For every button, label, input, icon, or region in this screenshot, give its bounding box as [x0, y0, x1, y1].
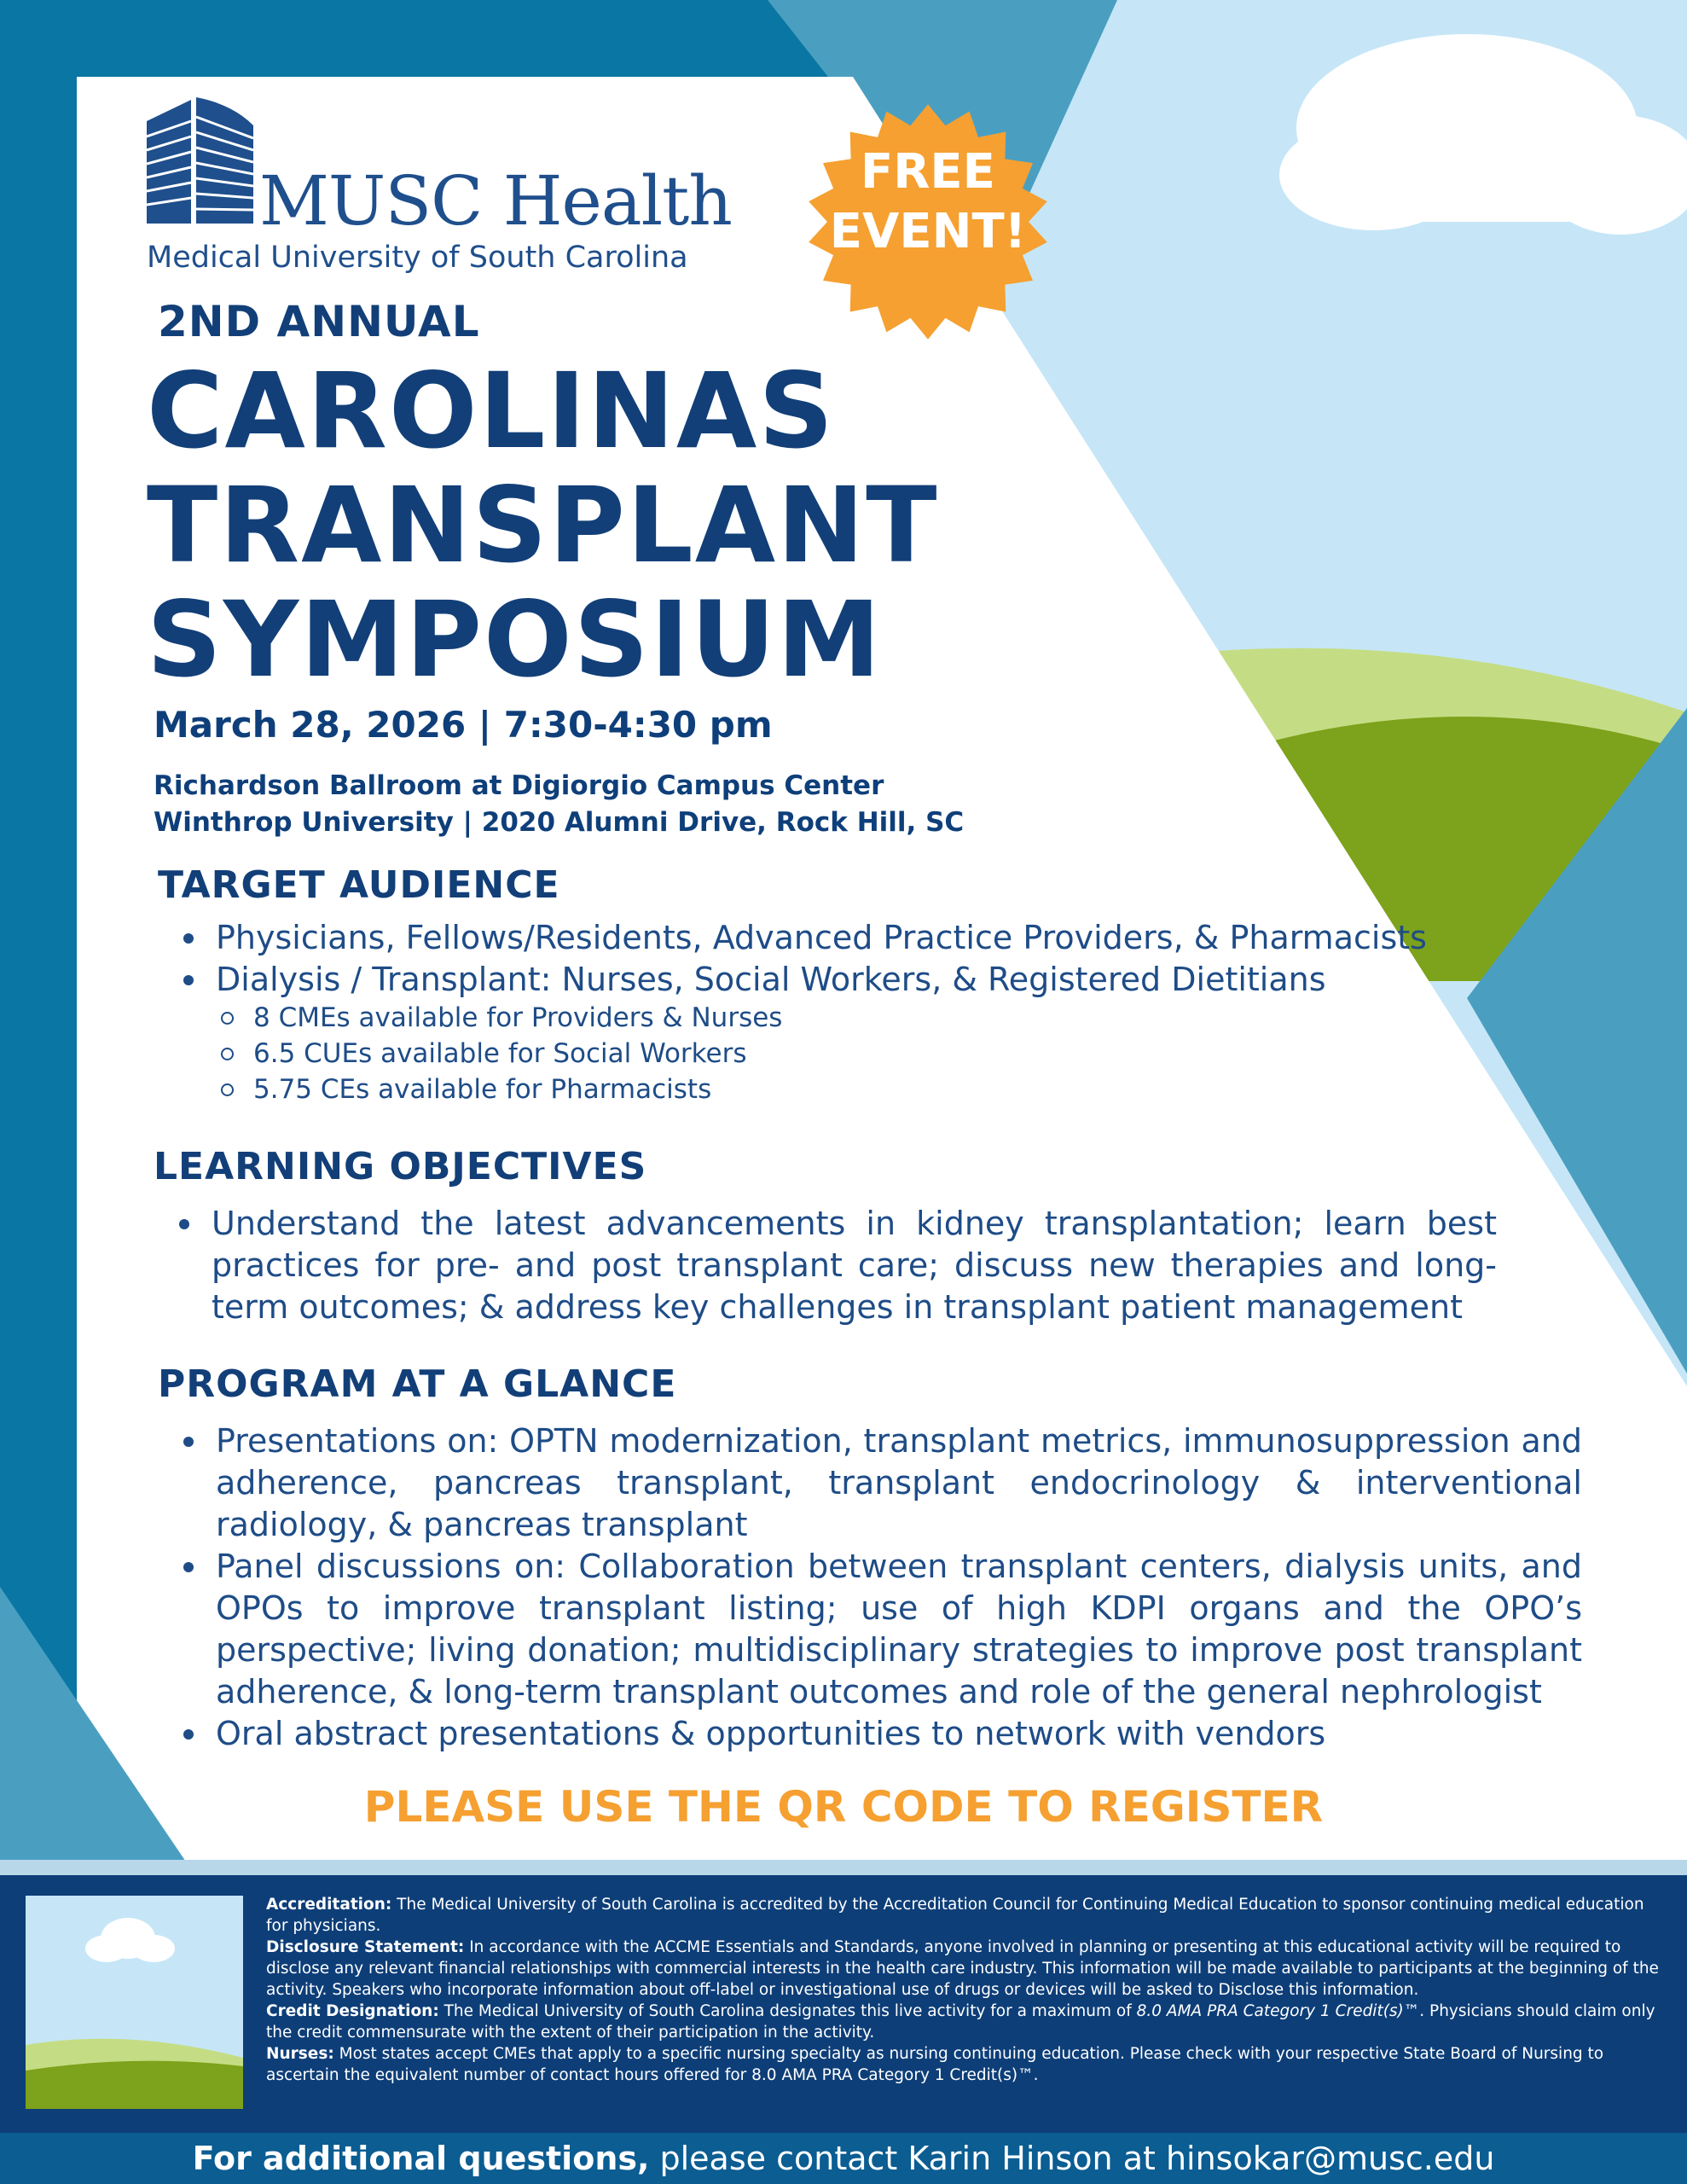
landscape-thumbnail — [26, 1896, 243, 2109]
contact-bold: For additional questions, — [192, 2140, 650, 2177]
disclosure-label: Disclosure Statement: — [266, 1938, 465, 1956]
target-audience-heading: TARGET AUDIENCE — [158, 863, 560, 907]
event-date-time: March 28, 2026 | 7:30-4:30 pm — [154, 704, 773, 746]
contact-line — [0, 2137, 1687, 2180]
musc-logo — [147, 96, 744, 279]
register-cta: PLEASE USE THE QR CODE TO REGISTER — [363, 1782, 1324, 1832]
credit-label: Credit Designation: — [266, 2002, 439, 2020]
list-item: Panel discussions on: Collaboration between transplant centers, dialysis units, and OPOs to improve transplant listing; use of high KDPI organs and the OPO’s perspective; living donation; multidisciplinary strategies to improve post transplant adherence, & long-term transplant outcomes and role of the general nephrologist — [175, 1546, 1582, 1713]
list-item: Understand the latest advancements in kidney transplantation; learn best practices for pre- and post transplant care; discuss new therapies and long-term outcomes; & address key challenges in transplant patient management — [171, 1203, 1497, 1328]
credits-sublist — [217, 1000, 1070, 1107]
target-audience-list — [175, 917, 1454, 1001]
nurses-label: Nurses: — [266, 2045, 334, 2063]
title-line-3: SYMPOSIUM — [147, 579, 883, 700]
learning-objectives-list — [171, 1203, 1497, 1328]
list-item: 5.75 CEs available for Pharmacists — [217, 1072, 1070, 1107]
badge-line2: EVENT! — [829, 204, 1027, 259]
free-event-badge — [800, 98, 1056, 346]
program-list — [175, 1420, 1582, 1755]
title-line-1: CAROLINAS — [147, 351, 836, 472]
badge-line1: FREE — [861, 144, 995, 200]
credit-text: Credit Designation: The Medical University of South Carolina designates this live activity for a maximum of 8.0 AMA PRA Category 1 Credit(s)™. Physicians should claim only the credit commensurate with the extent of their participation in the activity. — [266, 2002, 1655, 2042]
building-icon — [147, 96, 253, 224]
venue-line-2: Winthrop University | 2020 Alumni Drive, Rock Hill, SC — [154, 807, 965, 838]
list-item: 8 CMEs available for Providers & Nurses — [217, 1000, 1070, 1036]
title-line-2: TRANSPLANT — [147, 465, 939, 586]
accreditation-label: Accreditation: — [266, 1896, 392, 1914]
fine-print — [266, 1894, 1663, 2086]
list-item: Physicians, Fellows/Residents, Advanced Practice Providers, & Pharmacists — [175, 917, 1454, 959]
logo-subtitle: Medical University of South Carolina — [147, 241, 688, 275]
annual-label: 2ND ANNUAL — [158, 297, 480, 346]
event-title — [147, 351, 939, 700]
disclosure-text: Disclosure Statement: In accordance with the ACCME Essentials and Standards, anyone involved in planning or presenting at this educational activity will be required to disclose any relevant financial relationships with commercial interests in the health care industry. This information will be made available to participants at the beginning of the activity. Speakers who incorporate information about off-label or investigational use of drugs or devices will be asked to Disclose this information. — [266, 1938, 1659, 1999]
list-item: 6.5 CUEs available for Social Workers — [217, 1036, 1070, 1072]
list-item: Oral abstract presentations & opportunities to network with vendors — [175, 1713, 1582, 1755]
program-heading: PROGRAM AT A GLANCE — [158, 1362, 677, 1406]
nurses-text: Nurses: Most states accept CMEs that apply to a specific nursing specialty as nursing continuing education. Please check with your respective State Board of Nursing to ascertain the equivalent number of contact hours offered for 8.0 AMA PRA Category 1 Credit(s)™. — [266, 2045, 1604, 2084]
venue-line-1: Richardson Ballroom at Digiorgio Campus Center — [154, 770, 884, 801]
contact-text: please contact Karin Hinson at hinsokar@musc.edu — [649, 2140, 1495, 2177]
list-item: Dialysis / Transplant: Nurses, Social Workers, & Registered Dietitians — [175, 959, 1454, 1001]
accreditation-text: Accreditation: The Medical University of South Carolina is accredited by the Accreditation Council for Continuing Medical Education to sponsor continuing medical education for physicians. — [266, 1896, 1644, 1935]
learning-objectives-heading: LEARNING OBJECTIVES — [154, 1145, 647, 1188]
list-item: Presentations on: OPTN modernization, transplant metrics, immunosuppression and adherence, pancreas transplant, transplant endocrinology & interventional radiology, & pancreas transplant — [175, 1420, 1582, 1546]
logo-name: MUSC Health — [259, 161, 732, 241]
